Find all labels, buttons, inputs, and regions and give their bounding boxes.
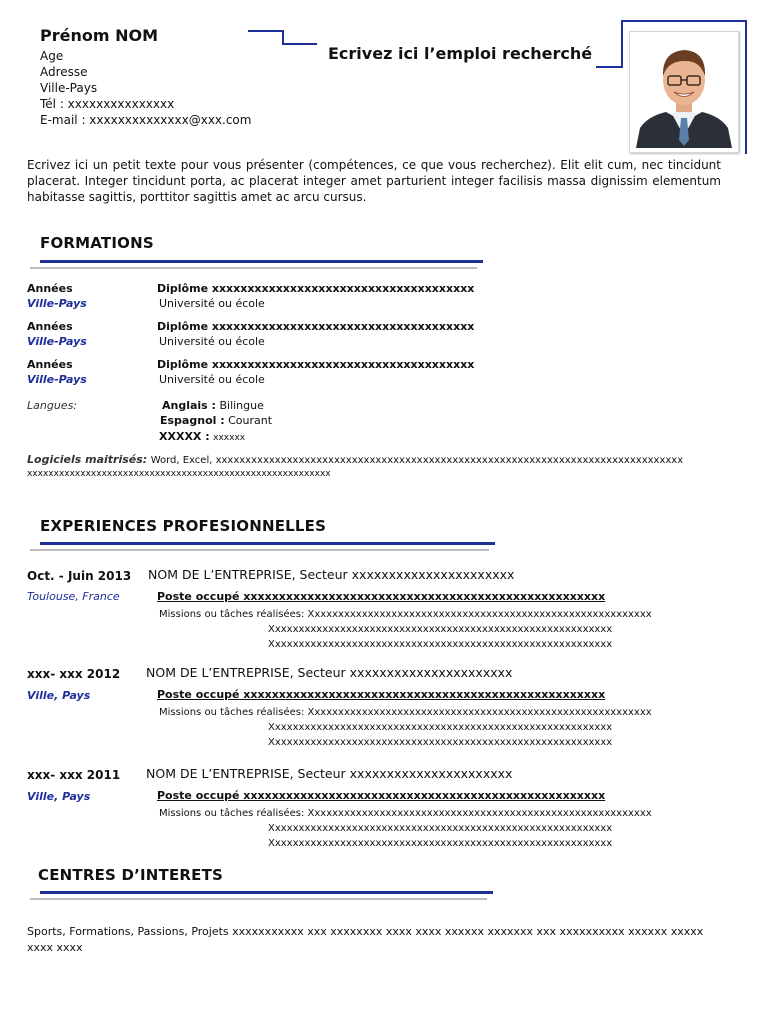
software-label: Logiciels maitrisés: [27, 453, 148, 466]
city-text: Ville-Pays [40, 81, 98, 95]
experience-post: Poste occupé xxxxxxxxxxxxxxxxxxxxxxxxxxxxxxxxxxxxxxxxxxxxxxxxxxx [157, 688, 606, 701]
experience-missions [159, 705, 652, 720]
formation-years: Années [27, 320, 73, 333]
mission-line: Xxxxxxxxxxxxxxxxxxxxxxxxxxxxxxxxxxxxxxxxxxxxxxxxxxxxxxxxxx [268, 823, 613, 834]
experience-place: Toulouse, France [27, 590, 120, 603]
mission-line: Xxxxxxxxxxxxxxxxxxxxxxxxxxxxxxxxxxxxxxxxxxxxxxxxxxxxxxxxxx [268, 722, 613, 733]
formation-place: Ville-Pays [27, 373, 87, 386]
language-level: xxxxxx [213, 433, 246, 443]
title-deco-line [596, 66, 622, 68]
language-name: Anglais : [162, 399, 216, 412]
interests-text: Sports, Formations, Passions, Projets xxxxxxxxxxx xxx xxxxxxxx xxxx xxxx xxxxxx xxxxxxx xxx xxxxxxxxxx xxxxxx xxxxx xxxx xxxx [27, 925, 704, 954]
mission-line: Xxxxxxxxxxxxxxxxxxxxxxxxxxxxxxxxxxxxxxxxxxxxxxxxxxxxxxxxxx [268, 624, 613, 635]
formation-years: Années [27, 358, 73, 371]
formation-diploma: Diplôme xxxxxxxxxxxxxxxxxxxxxxxxxxxxxxxxxxxxx [157, 282, 475, 295]
mission-line: Xxxxxxxxxxxxxxxxxxxxxxxxxxxxxxxxxxxxxxxxxxxxxxxxxxxxxxxxxx [307, 707, 652, 718]
portrait-photo-icon [634, 36, 734, 148]
email-text: E-mail : xxxxxxxxxxxxxx@xxx.com [40, 113, 252, 127]
missions-label: Missions ou tâches réalisées: [159, 808, 308, 819]
title-deco-line [282, 43, 317, 45]
formation-school: Université ou école [159, 335, 265, 348]
mission-line: Xxxxxxxxxxxxxxxxxxxxxxxxxxxxxxxxxxxxxxxxxxxxxxxxxxxxxxxxxx [268, 838, 613, 849]
language-name: Espagnol : [160, 414, 225, 427]
intro-paragraph: Ecrivez ici un petit texte pour vous présenter (compétences, ce que vous recherchez). Elit elit cum, nec tincidunt placerat. Integer tincidunt porta, ac placerat integer amet parturient integer facilisis massa dignissim elementum habitasse sagittis, porttitor sagittis amet ac arcu cursus. [27, 158, 721, 204]
formation-years: Années [27, 282, 73, 295]
experience-place: Ville, Pays [27, 689, 91, 702]
candidate-name: Prénom NOM [40, 26, 159, 45]
formation-place: Ville-Pays [27, 297, 87, 310]
formation-school: Université ou école [159, 297, 265, 310]
section-rule-blue [40, 542, 495, 545]
title-deco-line [621, 20, 623, 68]
missions-label: Missions ou tâches réalisées: [159, 707, 308, 718]
profile-photo [629, 31, 739, 153]
section-rule-grey [30, 898, 487, 900]
language-level: Courant [228, 414, 273, 427]
experience-place: Ville, Pays [27, 790, 91, 803]
experience-date: xxx- xxx 2012 [27, 667, 121, 681]
mission-line: Xxxxxxxxxxxxxxxxxxxxxxxxxxxxxxxxxxxxxxxxxxxxxxxxxxxxxxxxxx [307, 609, 652, 620]
title-deco-line [248, 30, 283, 32]
experience-date: Oct. - Juin 2013 [27, 569, 132, 583]
job-title: Ecrivez ici l’emploi recherché [328, 44, 593, 63]
experience-post: Poste occupé xxxxxxxxxxxxxxxxxxxxxxxxxxxxxxxxxxxxxxxxxxxxxxxxxxx [157, 590, 606, 603]
software-text-continued: xxxxxxxxxxxxxxxxxxxxxxxxxxxxxxxxxxxxxxxxxxxxxxxxxxxxxxxxx [27, 469, 331, 479]
language-level: Bilingue [219, 399, 264, 412]
photo-deco-line [621, 20, 747, 22]
languages-label: Langues: [27, 399, 77, 412]
mission-line: Xxxxxxxxxxxxxxxxxxxxxxxxxxxxxxxxxxxxxxxxxxxxxxxxxxxxxxxxxx [268, 737, 613, 748]
language-item [160, 414, 272, 427]
section-rule-blue [40, 891, 493, 894]
language-name: XXXXX : [159, 430, 210, 443]
formation-school: Université ou école [159, 373, 265, 386]
formation-place: Ville-Pays [27, 335, 87, 348]
age-text: Age [40, 49, 64, 63]
formation-diploma: Diplôme xxxxxxxxxxxxxxxxxxxxxxxxxxxxxxxxxxxxx [157, 358, 475, 371]
experience-company: NOM DE L’ENTREPRISE, Secteur xxxxxxxxxxxxxxxxxxxxxx [146, 665, 513, 680]
photo-deco-line [745, 20, 747, 154]
experience-missions [159, 607, 652, 622]
language-item [159, 430, 245, 443]
software-line [27, 453, 683, 466]
phone-text: Tél : xxxxxxxxxxxxxxx [40, 97, 175, 111]
title-deco-line [282, 30, 284, 44]
mission-line: Xxxxxxxxxxxxxxxxxxxxxxxxxxxxxxxxxxxxxxxxxxxxxxxxxxxxxxxxxx [268, 639, 613, 650]
experience-company: NOM DE L’ENTREPRISE, Secteur xxxxxxxxxxxxxxxxxxxxxx [148, 567, 515, 582]
experiences-title: EXPERIENCES PROFESIONNELLES [40, 517, 327, 535]
formation-diploma: Diplôme xxxxxxxxxxxxxxxxxxxxxxxxxxxxxxxxxxxxx [157, 320, 475, 333]
experience-date: xxx- xxx 2011 [27, 768, 121, 782]
language-item [162, 399, 264, 412]
experience-missions [159, 806, 652, 821]
experience-company: NOM DE L’ENTREPRISE, Secteur xxxxxxxxxxxxxxxxxxxxxx [146, 766, 513, 781]
experience-post: Poste occupé xxxxxxxxxxxxxxxxxxxxxxxxxxxxxxxxxxxxxxxxxxxxxxxxxxx [157, 789, 606, 802]
section-rule-blue [40, 260, 483, 263]
address-text: Adresse [40, 65, 88, 79]
mission-line: Xxxxxxxxxxxxxxxxxxxxxxxxxxxxxxxxxxxxxxxxxxxxxxxxxxxxxxxxxx [307, 808, 652, 819]
software-text: Word, Excel, xxxxxxxxxxxxxxxxxxxxxxxxxxxxxxxxxxxxxxxxxxxxxxxxxxxxxxxxxxxxxxxxxxxxxxxxxxxxxxx [150, 455, 684, 466]
formations-title: FORMATIONS [40, 234, 154, 252]
interests-title: CENTRES D’INTERETS [38, 866, 224, 884]
section-rule-grey [30, 549, 489, 551]
missions-label: Missions ou tâches réalisées: [159, 609, 308, 620]
section-rule-grey [30, 267, 477, 269]
